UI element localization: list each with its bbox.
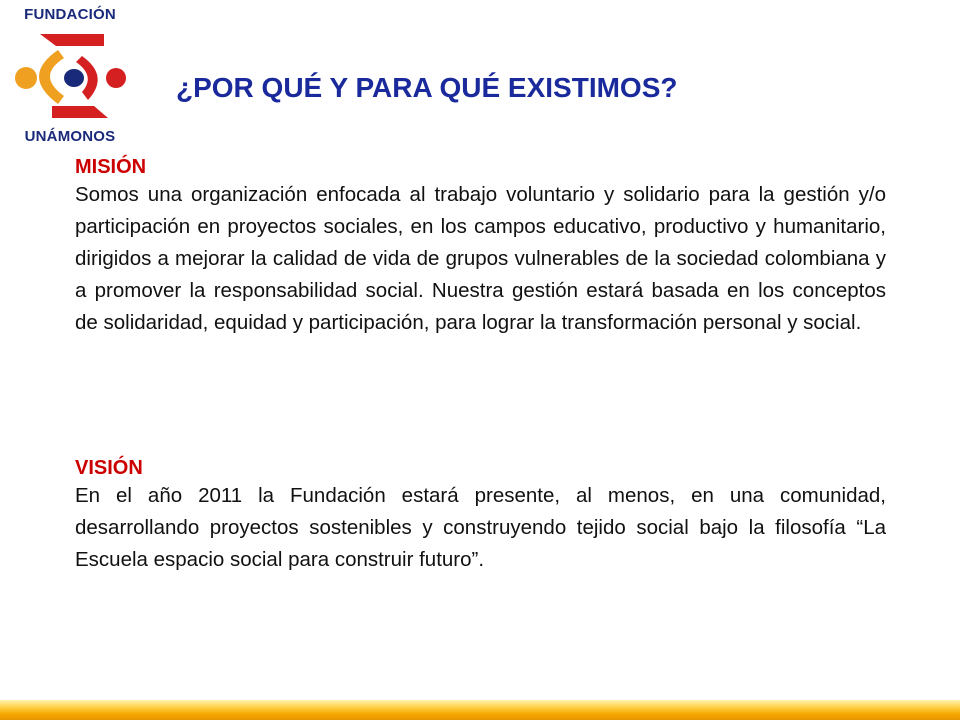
mision-body: Somos una organización enfocada al trabajo voluntario y solidario para la gestión y/o participación en proyectos sociales, en los campos educativo, productivo y humanitario, dirigidos a mejorar la calidad de vida de grupos vulnerables de la sociedad colombiana y a promover la responsabilidad social. Nuestra gestión estará basada en los conceptos de solidaridad, equidad y participación, para lograr la transformación personal y social. [75, 183, 886, 334]
logo-bottom-text: UNÁMONOS [24, 128, 116, 145]
vision-body: En el año 2011 la Fundación estará presente, al menos, en una comunidad, desarrollando proyectos sostenibles y construyendo tejido social bajo la filosofía “La Escuela espacio social para construir futuro”. [75, 484, 886, 571]
logo-emblem-icon [12, 26, 128, 126]
page-title: ¿POR QUÉ Y PARA QUÉ EXISTIMOS? [176, 72, 678, 103]
vision-section [75, 456, 886, 576]
fundacion-logo [6, 6, 134, 148]
mision-heading: MISIÓN [75, 156, 147, 178]
footer-bar [0, 700, 960, 720]
vision-heading: VISIÓN [75, 457, 143, 479]
logo-top-text: FUNDACIÓN [24, 6, 116, 23]
mision-section [75, 155, 886, 339]
